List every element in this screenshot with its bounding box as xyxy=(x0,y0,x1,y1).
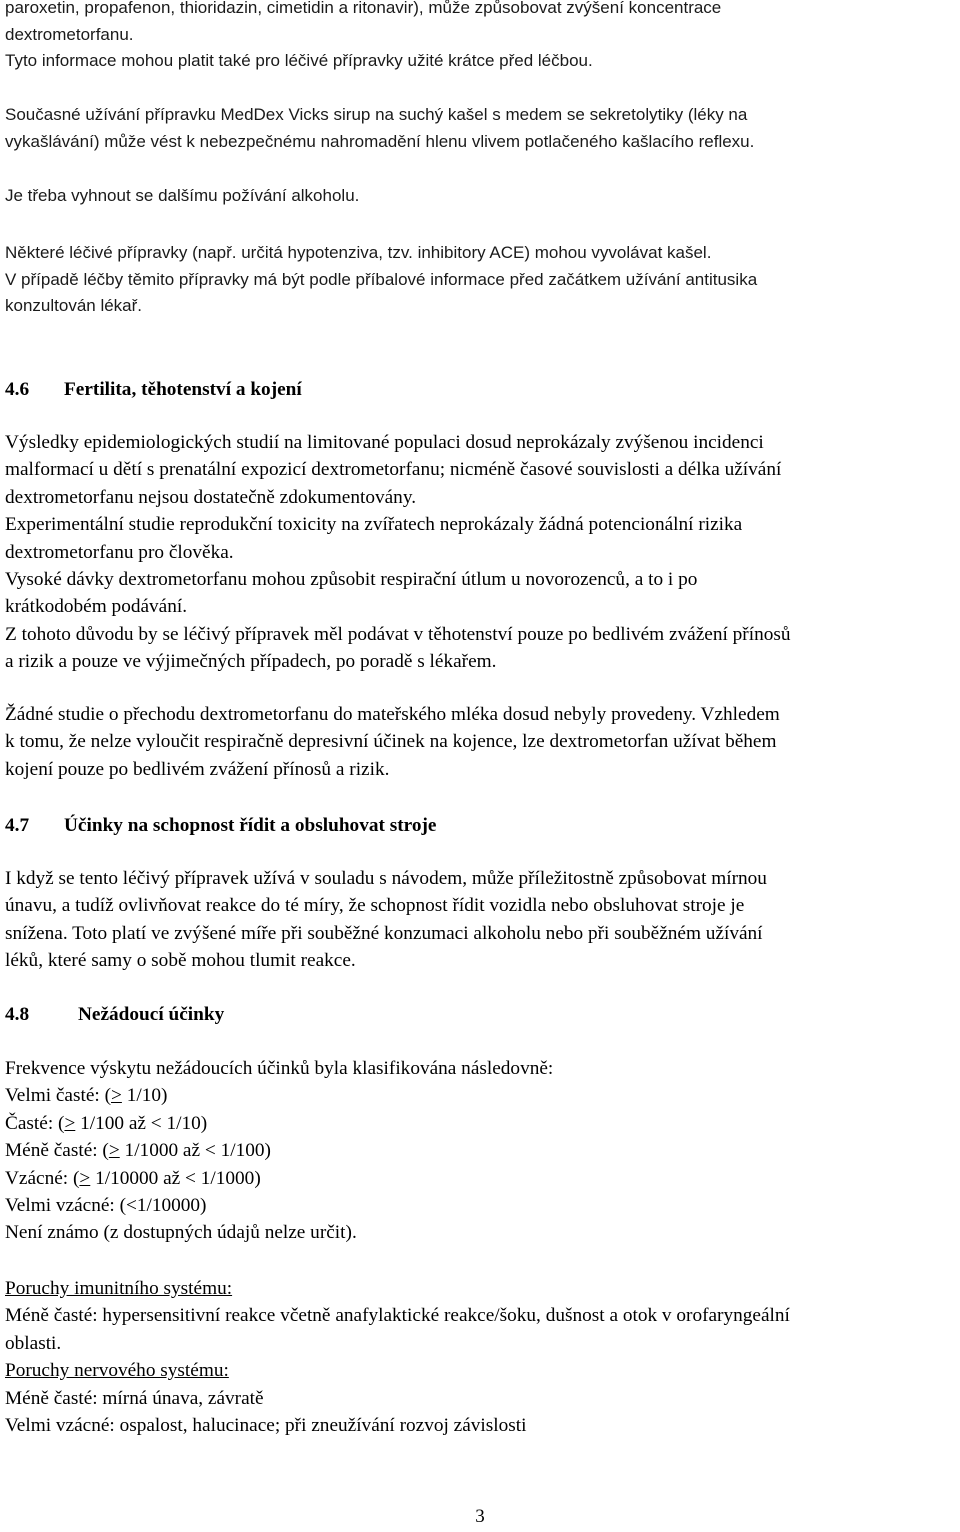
intro-p6-line2: konzultován lékař. xyxy=(5,296,143,315)
section-number: 4.8 xyxy=(5,1004,30,1025)
section-title: Účinky na schopnost řídit a obsluhovat stroje xyxy=(64,815,437,836)
section-number: 4.6 xyxy=(5,379,30,400)
intro-alcohol-block xyxy=(5,183,957,210)
frequency-range: 1/10000 až < 1/1000) xyxy=(90,1167,261,1189)
frequency-row xyxy=(5,1110,957,1137)
paragraph-line: krátkodobém podávání. xyxy=(5,596,188,618)
frequency-label: Vzácné: ( xyxy=(5,1167,80,1189)
frequency-row xyxy=(5,1165,957,1192)
paragraph-line: Vysoké dávky dextrometorfanu mohou způsobit respirační útlum u novorozenců, a to i po xyxy=(5,569,698,591)
paragraph-line: snížena. Toto platí ve zvýšené míře při souběžné konzumaci alkoholu nebo při souběžném užívání xyxy=(5,922,763,944)
paragraph-line: a rizik a pouze ve výjimečných případech, po poradě s lékařem. xyxy=(5,651,497,673)
frequency-range: 1/1000 až < 1/100) xyxy=(119,1140,271,1162)
intro-p1-line1: paroxetin, propafenon, thioridazin, cimetidin a ritonavir), může způsobovat zvýšení koncentrace xyxy=(5,0,722,17)
paragraph-line: malformací u dětí s prenatální expozicí dextrometorfanu; nicméně časové souvislosti a délka užívání xyxy=(5,459,782,481)
frequency-intro: Frekvence výskytu nežádoucích účinků byla klasifikována následovně: xyxy=(5,1058,554,1079)
intro-p1-line2: dextrometorfanu. xyxy=(5,24,134,44)
paragraph-line: léků, které samy o sobě mohou tlumit reakce. xyxy=(5,950,356,972)
section-number: 4.7 xyxy=(5,815,30,836)
nervous-system-heading: Poruchy nervového systému: xyxy=(5,1360,229,1382)
frequency-row xyxy=(5,1137,957,1164)
paragraph-line: Výsledky epidemiologických studií na limitované populaci dosud neprokázaly zvýšenou incidenci xyxy=(5,432,764,453)
paragraph-line: oblasti. xyxy=(5,1332,62,1354)
intro-interactions-block xyxy=(5,102,957,155)
frequency-symbol: > xyxy=(64,1112,76,1134)
frequency-symbol: > xyxy=(79,1167,91,1189)
frequency-label: Časté: ( xyxy=(5,1112,65,1134)
intro-p6-line1: V případě léčby těmito přípravky má být podle příbalové informace před začátkem užívání antitusika xyxy=(5,269,758,289)
frequency-unknown: Není známo (z dostupných údajů nelze určit). xyxy=(5,1222,357,1244)
paragraph-line: Méně časté: hypersensitivní reakce včetně anafylaktické reakce/šoku, dušnost a otok v orofaryngeální xyxy=(5,1305,790,1327)
paragraph-line: Z tohoto důvodu by se léčivý přípravek měl podávat v těhotenství pouze po bedlivém zvážení přínosů xyxy=(5,623,791,645)
section-title: Fertilita, těhotenství a kojení xyxy=(64,379,302,400)
section-4-7-body xyxy=(5,865,957,975)
intro-ace-block xyxy=(5,240,957,320)
immune-system-heading: Poruchy imunitního systému: xyxy=(5,1278,233,1299)
frequency-label: Velmi časté: ( xyxy=(5,1085,112,1107)
intro-p4: Je třeba vyhnout se dalšímu požívání alkoholu. xyxy=(5,186,360,205)
page-number: 3 xyxy=(475,1506,485,1527)
paragraph-line: I když se tento léčivý přípravek užívá v souladu s návodem, může příležitostně způsobovat mírnou xyxy=(5,868,767,889)
paragraph-line: kojení pouze po bedlivém zvážení přínosů a rizik. xyxy=(5,758,390,780)
frequency-symbol: > xyxy=(111,1085,122,1107)
section-title: Nežádoucí účinky xyxy=(78,1004,225,1025)
paragraph-line: Méně časté: mírná únava, závratě xyxy=(5,1387,264,1409)
intro-block xyxy=(5,0,957,75)
section-4-6-lactation xyxy=(5,701,957,783)
frequency-row xyxy=(5,1082,957,1109)
section-4-8-heading xyxy=(5,1001,224,1028)
frequency-range: 1/10) xyxy=(121,1085,168,1107)
section-4-6-heading xyxy=(5,376,302,403)
intro-p3-line2: vykašlávání) může vést k nebezpečnému nahromadění hlenu vlivem potlačeného kašlacího reflexu. xyxy=(5,131,755,151)
paragraph-line: únavu, a tudíž ovlivňovat reakce do té míry, že schopnost řídit vozidla nebo obsluhovat stroje je xyxy=(5,895,745,917)
paragraph-line: dextrometorfanu nejsou dostatečně zdokumentovány. xyxy=(5,486,417,508)
section-4-7-heading xyxy=(5,812,436,839)
frequency-symbol: > xyxy=(108,1140,120,1162)
paragraph-line: Velmi vzácné: ospalost, halucinace; při zneužívání rozvoj závislosti xyxy=(5,1415,527,1437)
paragraph-line: Žádné studie o přechodu dextrometorfanu do mateřského mléka dosud nebyly provedeny. Vzhledem xyxy=(5,704,780,725)
section-4-8-organ-classes xyxy=(5,1275,957,1439)
frequency-label: Méně časté: ( xyxy=(5,1140,109,1162)
paragraph-line: dextrometorfanu pro člověka. xyxy=(5,541,234,563)
frequency-range: 1/100 až < 1/10) xyxy=(75,1112,208,1134)
section-4-8-frequency-block xyxy=(5,1055,957,1247)
intro-p3-line1: Současné užívání přípravku MedDex Vicks sirup na suchý kašel s medem se sekretolytiky (léky na xyxy=(5,105,748,124)
intro-p2: Tyto informace mohou platit také pro léčivé přípravky užité krátce před léčbou. xyxy=(5,51,593,70)
paragraph-line: k tomu, že nelze vyloučit respiračně depresivní účinek na kojence, lze dextrometorfan užívat během xyxy=(5,731,777,753)
frequency-very-rare: Velmi vzácné: (<1/10000) xyxy=(5,1195,207,1217)
paragraph-line: Experimentální studie reprodukční toxicity na zvířatech neprokázaly žádná potencionální rizika xyxy=(5,514,743,536)
intro-p5: Některé léčivé přípravky (např. určitá hypotenziva, tzv. inhibitory ACE) mohou vyvolávat kašel. xyxy=(5,243,712,262)
section-4-6-body xyxy=(5,429,957,676)
